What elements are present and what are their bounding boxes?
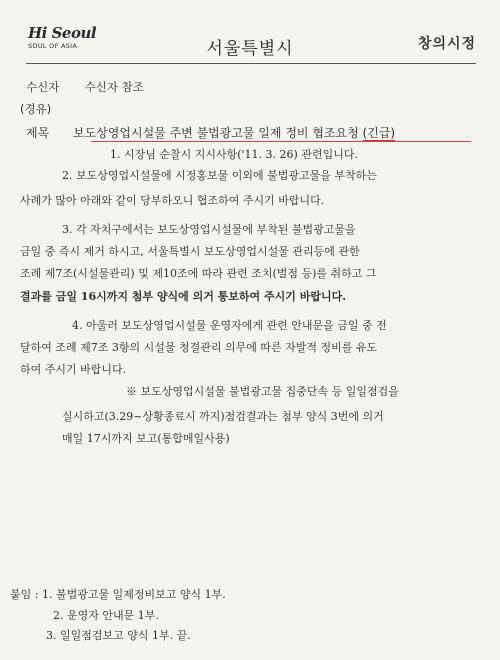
attachments-row-1 (10, 586, 226, 602)
paragraph-3-line-1: 3. 각 자치구에서는 보도상영업시설물에 부착된 불법광고물을 (62, 223, 356, 236)
recipient-row (26, 82, 144, 94)
paragraph-4-line-3: 하여 주시기 바랍니다. (20, 363, 127, 376)
logo-brand-text: Hi Seoul (28, 24, 97, 42)
via-row: (경유) (20, 102, 52, 116)
attachment-item: 2. 운영자 안내문 1부. (53, 609, 159, 622)
urgent-marker: (긴급) (362, 126, 396, 140)
recipient-label: 수신자 (26, 80, 60, 94)
paragraph-2-line-1: 2. 보도상영업시설물에 시정홍보물 이외에 불법광고물을 부착하는 (62, 169, 377, 182)
paragraph-1: 1. 시장님 순찰시 지시사항('11. 3. 26) 관련입니다. (110, 148, 358, 161)
changui-sijeong-mark (412, 33, 482, 53)
header-divider (26, 63, 476, 64)
paragraph-3-line-2: 금일 중 즉시 제거 하시고, 서울특별시 보도상영업시설물 관리등에 관한 (20, 245, 360, 258)
attachment-item: 1. 불법광고물 일제정비보고 양식 1부. (41, 588, 226, 601)
right-mark-text: 창의시정 (417, 36, 477, 52)
paragraph-3-line-3: 조례 제7조(시설물관리) 및 제10조에 따라 관련 조치(벌점 등)를 취하고 그 (20, 267, 377, 280)
note-line-2: 실시하고(3.29~상황종료시 까지)점검결과는 첨부 양식 3번에 의거 (62, 410, 384, 423)
subject-text: 보도상영업시설물 주변 불법광고물 일제 정비 협조요청 (73, 126, 359, 140)
paragraph-4-line-2: 달하여 조례 제7조 3항의 시설물 청결관리 의무에 따른 자발적 정비를 유도 (20, 341, 378, 354)
logo-tagline: SOUL OF ASIA (28, 42, 78, 50)
document-title: 서울특별시 (206, 39, 294, 59)
subject-row (26, 124, 395, 141)
note-line-3: 매일 17시까지 보고(통합메일사용) (62, 432, 230, 445)
attachment-item: 3. 일일점검보고 양식 1부. 끝. (46, 629, 191, 642)
note-line-1: ※ 보도상영업시설물 불법광고물 집중단속 등 일일점검을 (126, 385, 399, 398)
paragraph-3-line-4: 결과를 금일 16시까지 첨부 양식에 의거 통보하여 주시기 바랍니다. (20, 290, 347, 303)
recipient-value: 수신자 참조 (84, 80, 144, 94)
subject-underline (91, 141, 471, 142)
paragraph-4-line-1: 4. 아울러 보도상영업시설물 운영자에게 관련 안내문을 금일 중 전 (72, 319, 387, 332)
attachments-label: 붙임 : (10, 588, 39, 601)
paragraph-2-line-2: 사례가 많아 아래와 같이 당부하오니 협조하여 주시기 바랍니다. (20, 194, 325, 207)
subject-label: 제목 (26, 126, 50, 140)
